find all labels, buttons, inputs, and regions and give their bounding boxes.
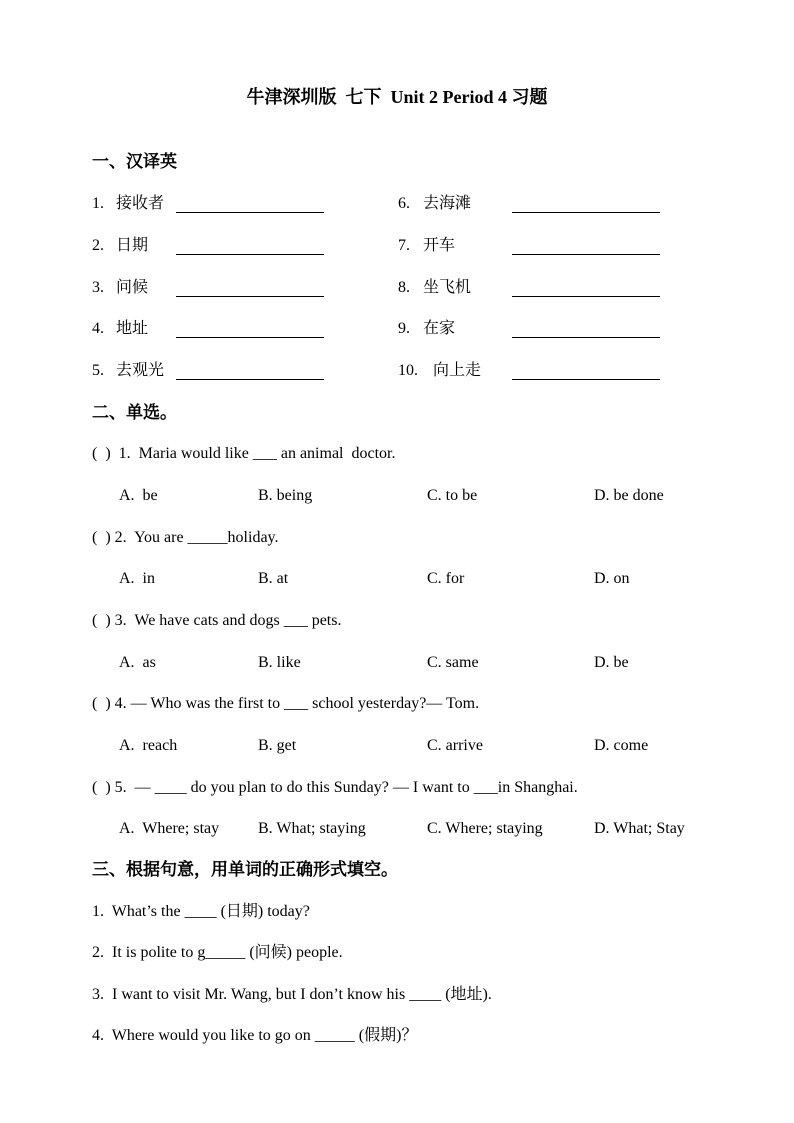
fill-in-item: 1. What’s the ____ (日期) today? (92, 903, 310, 920)
question-stem: ( ) 5. — ____ do you plan to do this Sunday? — I want to ___in Shanghai. (92, 779, 578, 796)
option-c[interactable]: C. same (427, 654, 479, 671)
option-b[interactable]: B. get (258, 737, 297, 754)
option-d[interactable]: D. What; Stay (594, 820, 685, 837)
vocab-chinese: 地址 (116, 320, 149, 337)
option-d[interactable]: D. on (594, 570, 630, 587)
option-d[interactable]: D. come (594, 737, 649, 754)
answer-blank[interactable] (512, 379, 660, 380)
answer-blank[interactable] (512, 296, 660, 297)
option-b[interactable]: B. What; staying (258, 820, 366, 837)
option-c[interactable]: C. Where; staying (427, 820, 543, 837)
section3-heading: 三、根据句意，用单词的正确形式填空。 (92, 860, 398, 879)
vocab-number: 2. (92, 237, 104, 254)
answer-blank[interactable] (176, 379, 324, 380)
vocab-number: 6. (398, 195, 410, 212)
question-stem: ( ) 3. We have cats and dogs ___ pets. (92, 612, 342, 629)
answer-blank[interactable] (176, 337, 324, 338)
vocab-number: 10. (398, 362, 418, 379)
vocab-chinese: 问候 (116, 279, 149, 296)
vocab-chinese: 在家 (423, 320, 456, 337)
answer-blank[interactable] (512, 254, 660, 255)
fill-in-item: 4. Where would you like to go on _____ (假期)？ (92, 1027, 418, 1044)
option-a[interactable]: A. Where; stay (119, 820, 220, 837)
vocab-number: 3. (92, 279, 104, 296)
vocab-number: 4. (92, 320, 104, 337)
answer-blank[interactable] (512, 337, 660, 338)
option-d[interactable]: D. be (594, 654, 629, 671)
option-c[interactable]: C. arrive (427, 737, 483, 754)
option-a[interactable]: A. be (119, 487, 158, 504)
option-b[interactable]: B. at (258, 570, 289, 587)
vocab-chinese: 向上走 (433, 362, 482, 379)
vocab-chinese: 开车 (423, 237, 456, 254)
question-stem: ( ) 1. Maria would like ___ an animal doctor. (92, 445, 396, 462)
vocab-chinese: 坐飞机 (423, 279, 472, 296)
option-a[interactable]: A. as (119, 654, 156, 671)
fill-in-item: 2. It is polite to g_____ (问候) people. (92, 944, 343, 961)
option-b[interactable]: B. being (258, 487, 313, 504)
vocab-number: 8. (398, 279, 410, 296)
option-c[interactable]: C. for (427, 570, 465, 587)
fill-in-item: 3. I want to visit Mr. Wang, but I don’t know his ____ (地址). (92, 986, 492, 1003)
question-stem: ( ) 4. — Who was the first to ___ school yesterday?— Tom. (92, 695, 480, 712)
vocab-chinese: 去观光 (116, 362, 165, 379)
vocab-number: 7. (398, 237, 410, 254)
option-c[interactable]: C. to be (427, 487, 478, 504)
vocab-number: 9. (398, 320, 410, 337)
section2-heading: 二、单选。 (92, 403, 177, 422)
question-stem: ( ) 2. You are _____holiday. (92, 529, 279, 546)
answer-blank[interactable] (176, 296, 324, 297)
section1-heading: 一、汉译英 (92, 152, 177, 171)
option-a[interactable]: A. in (119, 570, 155, 587)
vocab-number: 5. (92, 362, 104, 379)
answer-blank[interactable] (176, 254, 324, 255)
page-title: 牛津深圳版 七下 Unit 2 Period 4 习题 (246, 87, 548, 107)
vocab-chinese: 日期 (116, 237, 149, 254)
answer-blank[interactable] (512, 212, 660, 213)
option-a[interactable]: A. reach (119, 737, 178, 754)
option-d[interactable]: D. be done (594, 487, 664, 504)
vocab-chinese: 接收者 (116, 195, 165, 212)
option-b[interactable]: B. like (258, 654, 301, 671)
answer-blank[interactable] (176, 212, 324, 213)
vocab-number: 1. (92, 195, 104, 212)
vocab-chinese: 去海滩 (423, 195, 472, 212)
